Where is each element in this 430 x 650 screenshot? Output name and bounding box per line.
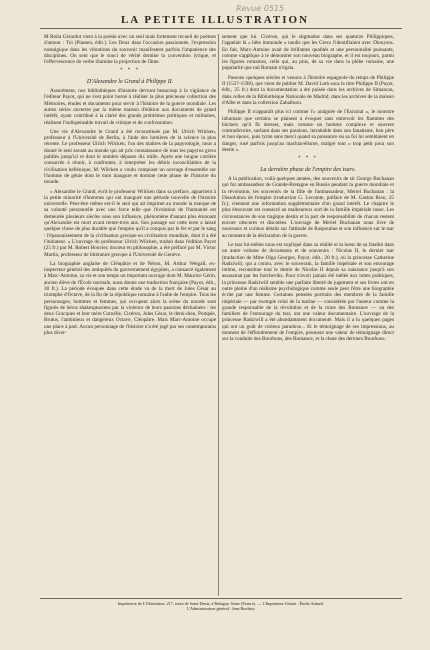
article-paragraph: sement que lui. Cicéron, qui le stigmatise dans ses quatorze Philippiques, l'appelait là « bête immonde » tandis que les Grecs l'identifiaient avec Dionysos. En fait, Marc-Antoine avait de brillantes qualités et une personnalité puissante, comme s'applique à le démontrer son nouveau biographe, et il est toujours, parmi les figures romaines, celle qui, au plus, de sa vie dans la plèbe romaine, une popularité que nul Romain n'égala. xyxy=(222,34,394,72)
footer-printer-line: Imprimerie de L'Illustration, 217, route de Saint-Denis, à Bobigny, Seine (France). — L'Imprimeur-Gérant : Émile Aubard. xyxy=(117,601,325,606)
article-paragraph: Une vie d'Alexandre le Grand a été reconstituée par M. Ulrich Wilcken, professeur à l'Université de Berlin, à l'aide des lumières de la science la plus récente. Le professeur Ulrich Wilcken, l'un des maîtres de la papyrologie, nous a donné le seul savant au monde qui ait pris connaissance de tous les papyrus grecs publiés jusqu'ici et dont le nombre dépasse dix mille. Après une longue carrière consacrée à réunir, à confronter, à interpréter les débris inconciliables de la civilisation hellénique, M. Wilcken a voulu composer un ouvrage d'ensemble sur l'homme de génie dont le nom inaugure et domine cette phase de l'histoire du monde. xyxy=(44,128,216,186)
article-paragraph: « Alexandre le Grand, écrit le professeur Wilcken dans sa préface, appartient à la petite minorité d'hommes qui ont inauguré une période nouvelle de l'histoire universelle. Peut-être même est-il le seul qui ait imprimé au monde la marque de sa volonté personnelle avec une force telle que l'évolution de l'humanité est demeurée plusieurs siècles sous son influence, phénomène d'autant plus étonnant qu'Alexandre est mort avant trente-trois ans. Son passage sur cette terre a laissé quelque chose de plus durable que l'empire qu'il a conquis par le fer et par le sang : l'épanouissement de la civilisation grecque en civilisation mondiale, dont il a été l'initiateur. » L'ouvrage du professeur Ulrich Wilcken, traduit dans l'édition Payot (25 fr.) par M. Robert Bouvier, docteur en philosophie, a été préfacé par M. Victor Martin, professeur de littérature grecque à l'Université de Genève. xyxy=(44,188,216,258)
section-separator-stars: * * * xyxy=(298,156,318,162)
page-footer xyxy=(40,601,402,612)
page-header-title: LA PETITE ILLUSTRATION xyxy=(120,14,310,26)
left-column xyxy=(44,34,216,594)
article-paragraph: Assurément, nos bibliothèques d'histoire devront beaucoup à la vigilance de l'éditeur Payot, qui ne s'est point borné à réaliser la plus précieuse collection des Mémoires, études et documents pour servir à l'histoire de la guerre mondiale. Les autres séries ouvertes par la même maison d'édition aux documents de grand intérêt, ayant contribué à la clarté des grands problèmes politiques et militaires, réalisent l'indispensable travail de critique et de confrontation. xyxy=(44,88,216,126)
article-paragraph: Passons quelques siècles et venons à l'histoire espagnole du temps de Philippe II (1527-1598), que vient de publier M. David Loth sous le titre Philippe II (Payot, édit., 25 fr.) dont la documentation a été puisée dans les archives de Simancas, dans celles de la Bibliothèque Nationale de Madrid, dans les archives de la maison d'Albe et dans la collection Zabalburu. xyxy=(222,74,394,106)
column-divider xyxy=(218,34,219,596)
article-paragraph: A la publication, voilà quelques années, des souvenirs de sir George Buchanan qui fut ambassadeur de Grande-Bretagne en Russie pendant la guerre mondiale et la révolution, les souvenirs de la fille de l'ambassadeur, Meriel Buchanan : la Dissolution de l'empire (traduction G. Lecomte, préface de M. Gaston Riou, 25 fr.), viennent une information supplémentaire d'un grand intérêt. Le chapitre le plus émouvant est consacré au malheureux sort de la famille impériale russe. Les circonstances de son tragique destin et la part de responsabilité de chacun restent encore obscures et discutées. L'ouvrage de Meriel Buchanan nous livre de nouveaux et curieux détails sur l'attitude de Raspoutine et son influence sur le tsar au moment de la déclaration de la guerre. xyxy=(222,175,394,239)
section-title: La dernière phase de l'empire des tsars. xyxy=(260,166,356,173)
right-column xyxy=(222,34,394,594)
header-rule xyxy=(40,28,402,29)
section-title: D'Alexandre le Grand à Philippe II. xyxy=(86,78,174,85)
footer-administrator-line: L'Administrateur général : Jean Roulaey. xyxy=(186,606,256,612)
article-paragraph: La biographie anglaise de Cléopâtre et de Néron, M. Arthur Weigall, ex-inspecteur général des antiquités du gouvernement égyptien, a consacré également à Marc-Antoine, sa vie et son temps un important ouvrage dont M. Maurice Gérin, ancien élève de l'École normale, nous donne une traduction française (Payot, édit., 30 fr.). La période évoquée dans cette étude va de la mort de Jules César au triomphe d'Octave, de la fin de la république romaine à l'aube de l'empire. Tous les personnages, hommes et femmes, qui occupent alors la scène du monde sont figurés de héros shakespeariens par la violence de leurs passions déchaînées : les deux Gracques et leur mère Cornélie, Cicéron, Jules César, le demi-dieu, Pompée, Brutus, l'ambitieux et dangereux Octave, Cléopâtre. Mais Marc-Antoine occupe une place à part. Aucun personnage de l'histoire n'a été jugé par ses contemporains plus diver- xyxy=(44,260,216,337)
article-paragraph: Le tsar lui-même nous est expliqué dans sa réalité et la lueur de sa fatalité dans un autre volume de documents et de souvenirs : Nicolas II, le dernier tsar (traduction de Mme Olga Georges, Payot, édit., 20 fr.), où la princesse Catherine Radziwill, qui a connu, avec le souverain, la famille impériale et son entourage intime, reconstitue tout le destin de Nicolas II depuis sa naissance jusqu'à son assassinat par les bolcheviks. Pour n'avoir jamais été mêlée aux luttes politiques, la princesse Radziwill semble une parfaite liberté de jugement et ses livres ont en outre pleine d'un réalisme psychologique comme seule peut l'être une biographie écrite par une femme. Certaines pensées portraits des membres de la famille impériale — par exemple celui de la tsarine — considérée par l'auteur comme la grande responsable de la révolution et de la ruine des Romanov — ou des familiers de l'entourage du tsar, ont une valeur documentaire. L'ouvrage de la princesse Radziwill a été abondamment documenté. Mais il a lu quelques pages qui ont un goût de curieux paradoxe... Et le témoignage de ses impressions, au moment de l'effondrement de l'empire, prennent une valeur de témoignage direct sur la conduite des Bourbons, des Romanov, et la chute des derniers Bourbons. xyxy=(222,241,394,343)
article-paragraph: M Roïta Gérardot vient à la poésie avec un seul mais fortement recueil de poèmes d'amour : Toi (Plassen, édit.). Les Deux dans l'occasion passionnée, l'expression nostalgique dans les vibrations du souvenir manifestent parfois l'impatience des disciplines. On sent que le souci de vérité domine la convention lyrique, et l'effervescence du verbe illumine la projection de l'âme. xyxy=(44,34,216,66)
handwritten-annotation: Revue 0515 xyxy=(236,4,285,13)
article-paragraph: Philippe II n'apparaît plus ici comme l'« araignée de l'Escurial », le monstre inhumain que certains se plaisent à évoquer sans entrevoir les flammes des bûchers qu'il fit dresser, mais comme un homme complexe et souvent contradictoire, sachant dans ses passions, intraitable dans son fanatisme, bon père et bon époux, puis tyran sans merci quand sa puissance ou sa foi lui semblaient en danger, rusé parfois jusqu'au machiavélisme, malgré tout « trop petit pour son destin ». xyxy=(222,109,394,154)
footer-rule xyxy=(40,598,402,599)
section-separator-stars: * * * xyxy=(120,68,140,74)
